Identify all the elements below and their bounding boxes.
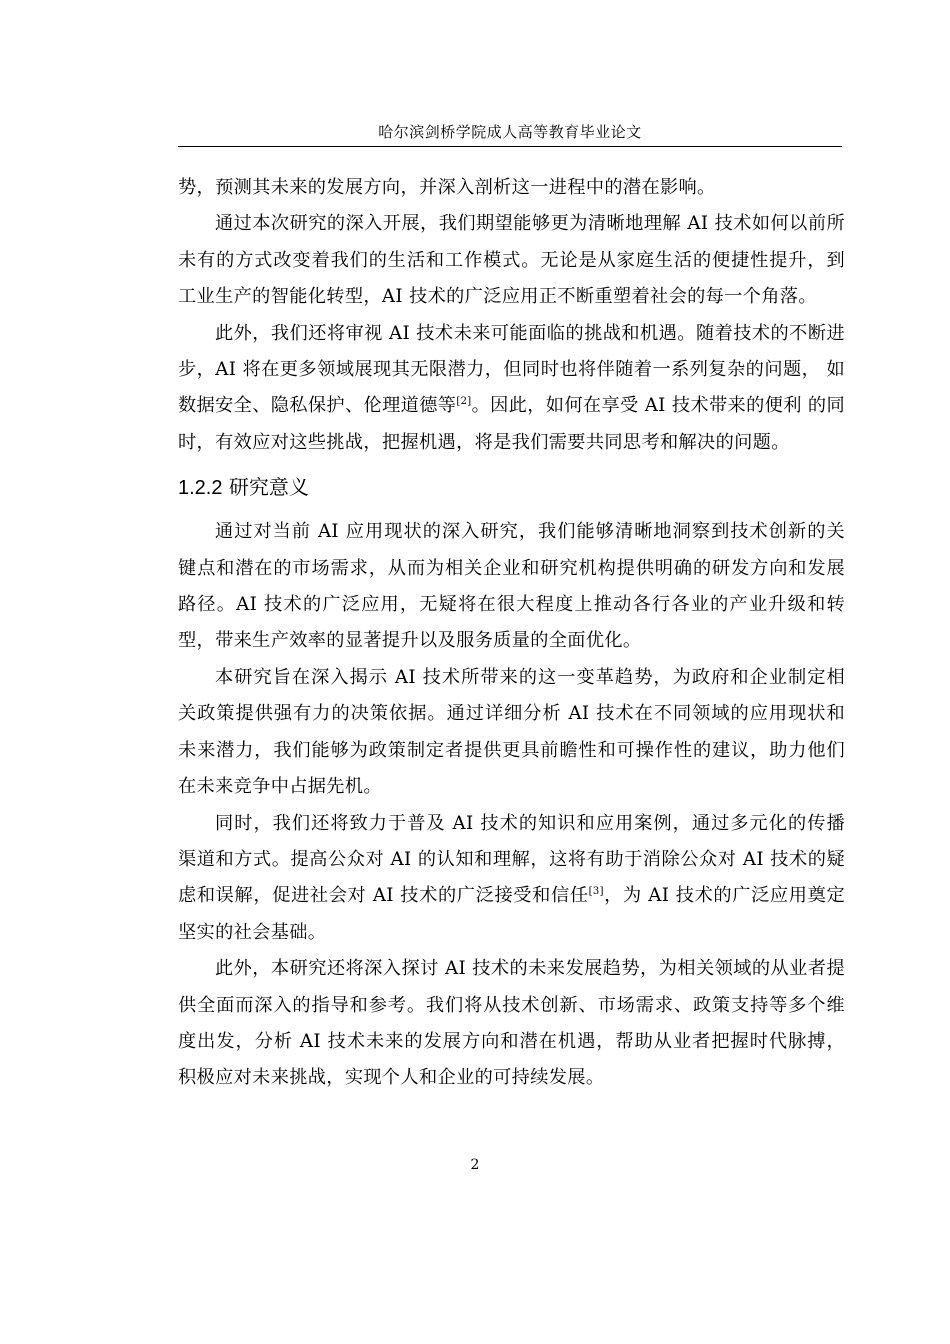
paragraph-challenges bbox=[178, 316, 845, 462]
paragraph-significance-4: 此外，本研究还将深入探讨 AI 技术的未来发展趋势，为相关领域的从业者提供全面而深入的指导和参考。我们将从技术创新、市场需求、政策支持等多个维度出发，分析 AI 技术未来的发展方向和潜在机遇，帮助从业者把握时代脉搏， 积极应对未来挑战，实现个人和企业的可持续发展。 bbox=[178, 958, 845, 1089]
document-body bbox=[178, 170, 845, 1097]
header-rule bbox=[178, 146, 842, 147]
citation-ref: [2] bbox=[456, 396, 472, 408]
paragraph-significance-2: 本研究旨在深入揭示 AI 技术所带来的这一变革趋势，为政府和企业制定相 关政策提供强有力的决策依据。通过详细分析 AI 技术在不同领域的应用现状和 未来潜力，我们能够为政策制定者提供更具前瞻性和可操作性的建议，助力他们 在未来竞争中占据先机。 bbox=[178, 666, 845, 798]
citation-ref: [3] bbox=[588, 886, 604, 898]
page-number: 2 bbox=[470, 1157, 480, 1173]
section-number: 1.2.2 bbox=[178, 477, 223, 500]
paragraph-research-goal: 通过本次研究的深入开展，我们期望能够更为清晰地理解 AI 技术如何以前所未有的方式改变着我们的生活和工作模式。无论是从家庭生活的便捷性提升，到工业生产的智能化转型，AI 技术的广泛应用正不断重塑着社会的每一个角落。 bbox=[178, 213, 845, 308]
section-heading bbox=[178, 467, 845, 508]
paragraph-text: ，为 AI 技术的广泛应用奠定 坚实的社会基础。 bbox=[178, 885, 845, 943]
page-header: 哈尔滨剑桥学院成人高等教育毕业论文 bbox=[378, 123, 642, 141]
paragraph-continuation: 势，预测其未来的发展方向，并深入剖析这一进程中的潜在影响。 bbox=[178, 177, 716, 198]
paragraph-text: 。因此，如何在享受 AI 技术带来的便利 的同时，有效应对这些挑战，把握机遇，将是我们需要共同思考和解决的问题。 bbox=[178, 395, 845, 453]
paragraph-text: 同时，我们还将致力于普及 AI 技术的知识和应用案例，通过多元化的传播 渠道和方式。提高公众对 AI 的认知和理解，这将有助于消除公众对 AI 技术的疑 虑和误解，促进社会对 AI 技术的广泛接受和信任 bbox=[178, 812, 845, 907]
section-title: 研究意义 bbox=[228, 475, 309, 500]
paragraph-text: 此外，我们还将审视 AI 技术未来可能面临的挑战和机遇。随着技术的不断进步，AI 将在更多领域展现其无限潜力，但同时也将伴随着一系列复杂的问题， 如数据安全、隐私保护、伦理道德等 bbox=[178, 322, 845, 417]
paragraph-significance-3 bbox=[178, 806, 845, 952]
paragraph-significance-1: 通过对当前 AI 应用现状的深入研究，我们能够清晰地洞察到技术创新的关 键点和潜在的市场需求，从而为相关企业和研究机构提供明确的研发方向和发展 路径。AI 技术的广泛应用，无疑将在很大程度上推动各行各业的产业升级和转 型，带来生产效率的显著提升以及服务质量的全面优化。 bbox=[178, 521, 845, 652]
